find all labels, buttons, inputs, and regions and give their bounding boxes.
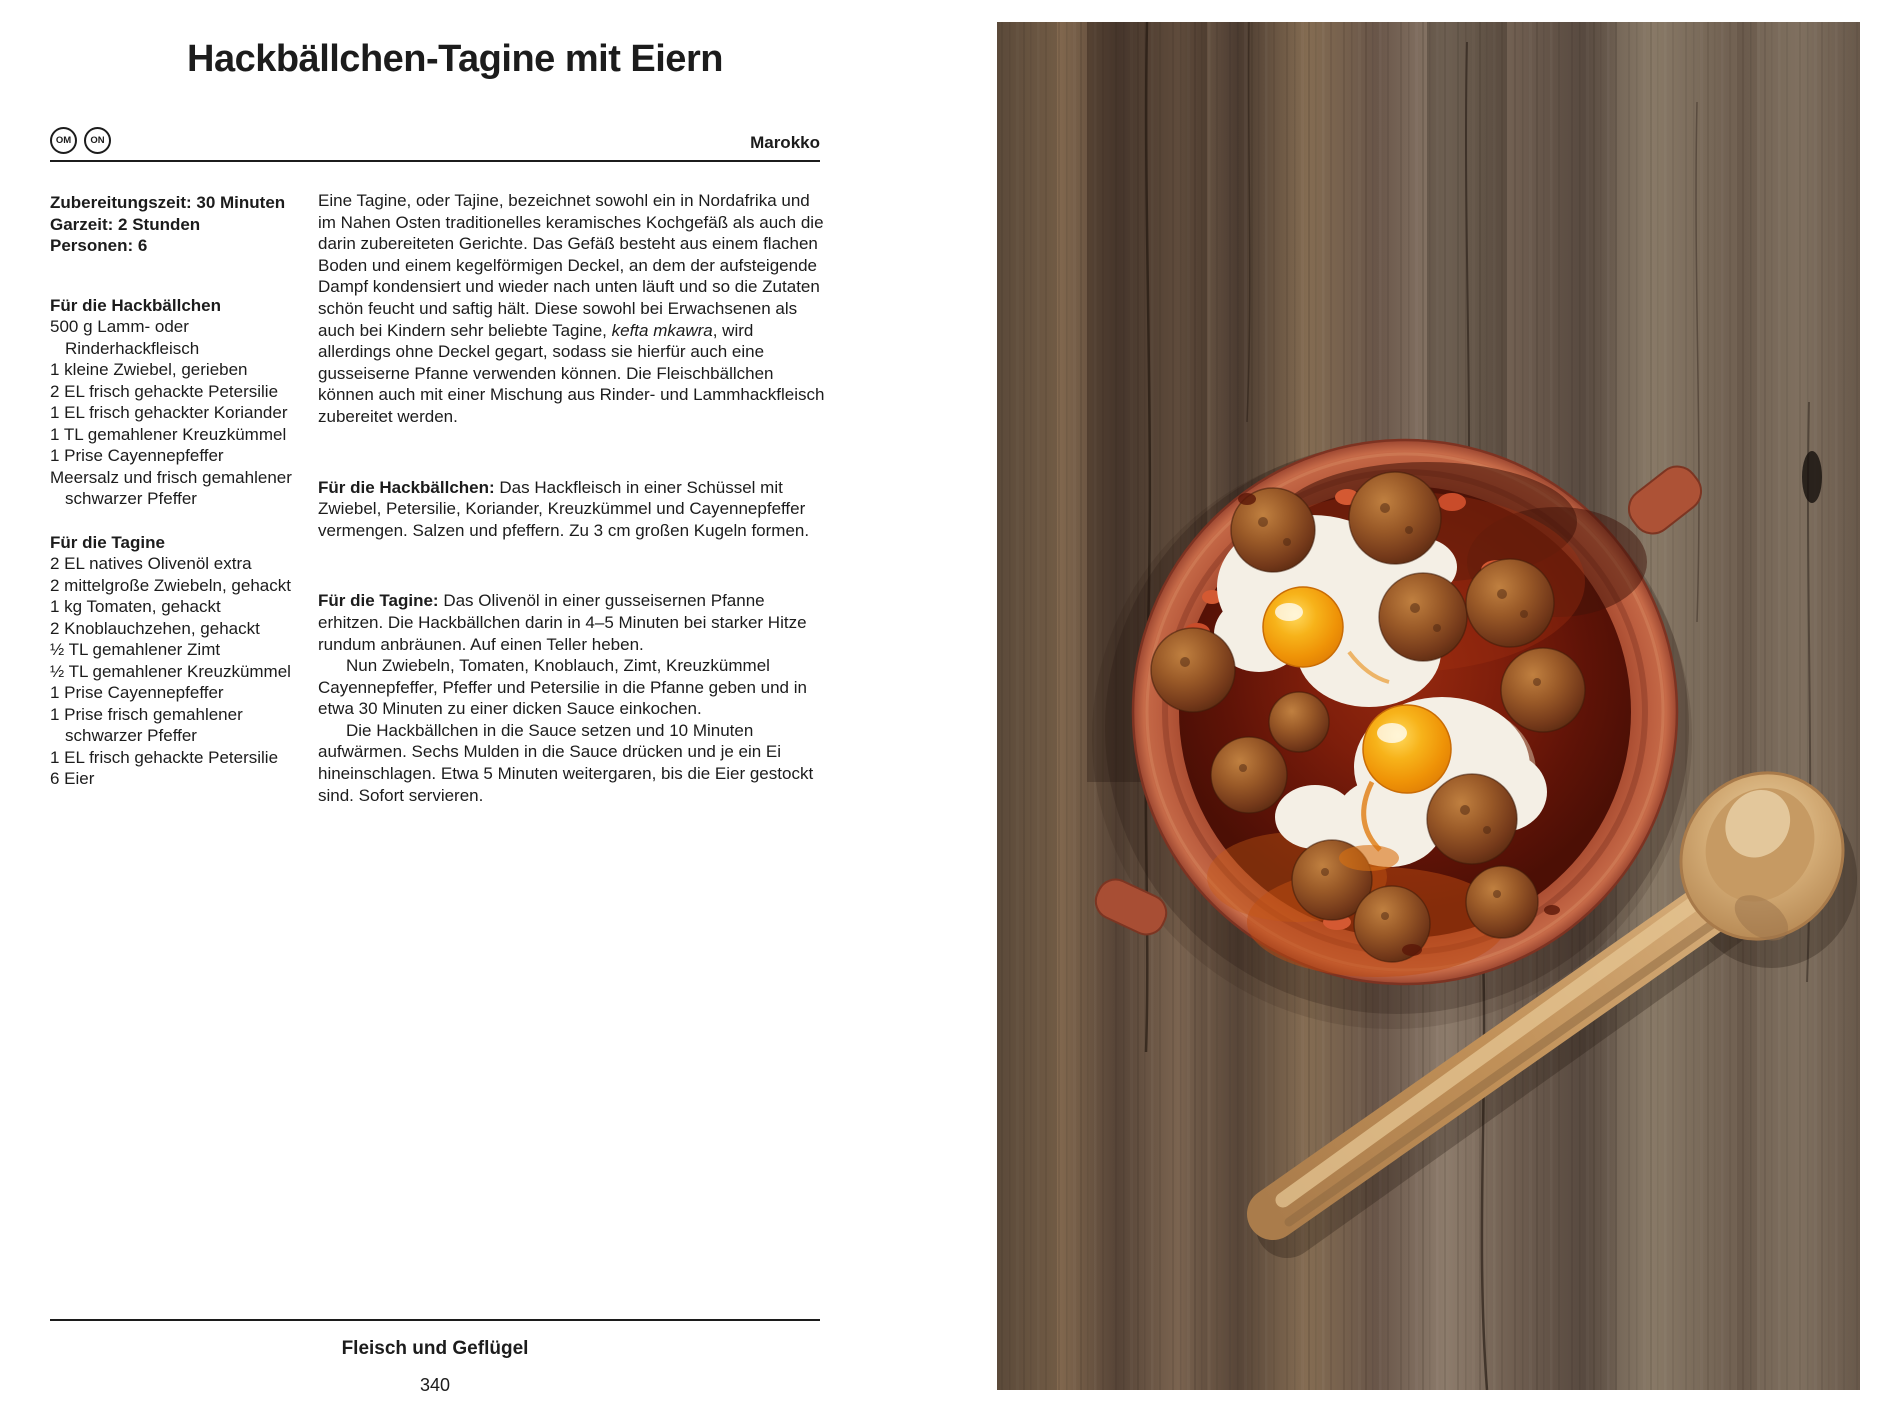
ingredients-column bbox=[50, 192, 304, 790]
ingredient-item: 1 EL frisch gehackter Koriander bbox=[50, 403, 288, 422]
ingredient-item: 2 EL natives Olivenöl extra bbox=[50, 554, 252, 573]
step-paragraph bbox=[318, 590, 828, 655]
servings: Personen: 6 bbox=[50, 236, 148, 255]
ingredient-list-tagine bbox=[50, 553, 304, 790]
intro-text: , wird allerdings ohne Deckel gegart, sodass sie hierfür auch eine gusseiserne Pfanne verwenden können. Die Fleischbällchen können auch mit einer Mischung aus Rinder- und Lammhackfleisch zubereitet werden. bbox=[318, 320, 825, 426]
ingredient-item: 2 EL frisch gehackte Petersilie bbox=[50, 381, 279, 401]
ingredient-item: 2 mittelgroße Zwiebeln, gehackt bbox=[50, 575, 291, 595]
cook-time: Garzeit: 2 Stunden bbox=[50, 214, 201, 234]
method-column bbox=[318, 190, 828, 806]
ingredient-item: Meersalz und frisch gemahlener schwarzer Pfeffer bbox=[50, 467, 292, 508]
ingredient-item: 1 TL gemahlener Kreuzkümmel bbox=[50, 424, 287, 444]
diet-badge-on-icon: ON bbox=[84, 127, 111, 154]
chapter-label: Fleisch und Geflügel bbox=[341, 1338, 529, 1359]
step-lead: Für die Hackbällchen: bbox=[318, 477, 495, 497]
ingredient-item: 1 Prise Cayennepfeffer bbox=[50, 683, 224, 702]
ingredient-item: ½ TL gemahlener Kreuzkümmel bbox=[50, 661, 291, 681]
egg-yolk bbox=[1263, 587, 1343, 667]
page-number: 340 bbox=[419, 1375, 451, 1395]
ingredient-list-hackbaellchen bbox=[50, 316, 304, 510]
egg-yolk bbox=[1363, 705, 1451, 793]
meatball bbox=[1466, 866, 1538, 938]
step-text: Das Olivenöl in einer gusseisernen Pfanne erhitzen. Die Hackbällchen darin in 4–5 Minuten bei starker Hitze rundum anbräunen. Auf einen Teller heben. bbox=[318, 591, 807, 654]
meatball bbox=[1151, 628, 1235, 712]
ingredient-item: 500 g Lamm- oder Rinderhackfleisch bbox=[50, 317, 200, 358]
intro-italic-term: kefta mkawra bbox=[611, 320, 713, 340]
diet-badges bbox=[50, 127, 111, 154]
recipe-meta bbox=[50, 192, 304, 257]
ingredient-item: 1 kleine Zwiebel, gerieben bbox=[50, 360, 248, 379]
step-text: Das Hackfleisch in einer Schüssel mit Zwiebel, Petersilie, Koriander, Kreuzkümmel und Cayennepfeffer vermengen. Salzen und pfeffern. Zu 3 cm großen Kugeln formen. bbox=[318, 477, 810, 540]
meatball bbox=[1501, 648, 1585, 732]
tagine-photo-art bbox=[997, 22, 1860, 1390]
meatball bbox=[1466, 559, 1554, 647]
step-paragraph bbox=[318, 477, 828, 542]
ingredient-item: 6 Eier bbox=[50, 769, 95, 788]
ingredient-item: 2 Knoblauchzehen, gehackt bbox=[50, 618, 260, 638]
wood-knot bbox=[1802, 451, 1822, 503]
meatball bbox=[1379, 573, 1467, 661]
meatball bbox=[1349, 472, 1441, 564]
step-lead: Für die Tagine: bbox=[318, 591, 439, 611]
header-divider bbox=[50, 160, 820, 162]
diet-badge-om-icon: OM bbox=[50, 127, 77, 154]
meatball bbox=[1427, 774, 1517, 864]
footer-divider bbox=[50, 1319, 820, 1321]
meatball bbox=[1269, 692, 1329, 752]
ingredient-item: 1 Prise frisch gemahlener schwarzer Pfeffer bbox=[50, 704, 243, 745]
intro-text: Eine Tagine, oder Tajine, bezeichnet sowohl ein in Nordafrika und im Nahen Osten traditionelles keramisches Kochgefäß als auch die darin zubereiteten Gerichte. Das Gefäß besteht aus einem flachen Boden und einem kegelförmigen Deckel, an dem der aufsteigende Dampf kondensiert und wieder nach unten läuft und so die Zutaten schön feucht und saftig hält. Diese sowohl bei Erwachsenen als auch bei Kindern sehr beliebte Tagine, bbox=[318, 191, 824, 340]
ingredient-group-heading: Für die Hackbällchen bbox=[50, 295, 221, 315]
ingredient-item: 1 kg Tomaten, gehackt bbox=[50, 597, 221, 616]
ingredient-item: 1 EL frisch gehackte Petersilie bbox=[50, 747, 279, 767]
page-title: Hackbällchen-Tagine mit Eiern bbox=[187, 38, 723, 80]
ingredient-item: 1 Prise Cayennepfeffer bbox=[50, 446, 224, 465]
region-label: Marokko bbox=[750, 133, 820, 152]
intro-paragraph bbox=[318, 190, 828, 428]
meatball bbox=[1211, 737, 1287, 813]
step-paragraph: Nun Zwiebeln, Tomaten, Knoblauch, Zimt, Kreuzkümmel Cayennepfeffer, Pfeffer und Petersilie in die Pfanne geben und in etwa 30 Minuten zu einer dicken Sauce einkochen. bbox=[318, 656, 807, 719]
ingredient-group-heading: Für die Tagine bbox=[50, 532, 165, 552]
tagine-photo bbox=[997, 22, 1860, 1390]
ingredient-item: ½ TL gemahlener Zimt bbox=[50, 640, 221, 659]
prep-time: Zubereitungszeit: 30 Minuten bbox=[50, 193, 286, 212]
step-paragraph: Die Hackbällchen in die Sauce setzen und 10 Minuten aufwärmen. Sechs Mulden in die Sauce drücken und je ein Ei hineinschlagen. Etwa 5 Minuten weitergaren, bis die Eier gestockt sind. Sofort servieren. bbox=[318, 720, 814, 805]
